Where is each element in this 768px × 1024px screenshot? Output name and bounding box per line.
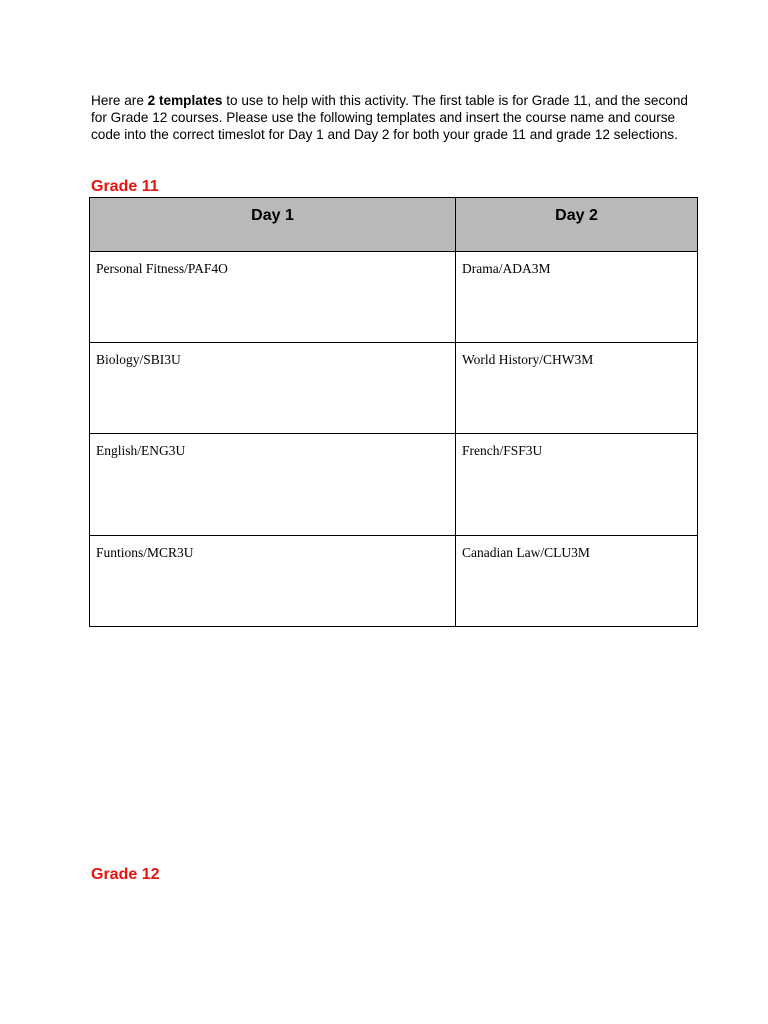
table-row <box>90 536 698 627</box>
table-cell: Biology/SBI3U <box>90 343 456 434</box>
table-cell: Personal Fitness/PAF4O <box>90 252 456 343</box>
column-header-day-2: Day 2 <box>456 198 698 252</box>
column-header-day-1: Day 1 <box>90 198 456 252</box>
table-row <box>90 434 698 536</box>
table-header-row <box>90 198 698 252</box>
intro-text-before: Here are <box>91 93 148 108</box>
intro-bold-text: 2 templates <box>147 93 223 108</box>
grade-11-heading: Grade 11 <box>91 178 159 195</box>
table-cell: Drama/ADA3M <box>456 252 698 343</box>
table-cell: World History/CHW3M <box>456 343 698 434</box>
intro-paragraph <box>91 92 691 143</box>
intro-text-after: to use to help with this activity. The first table is for Grade 11, and the second for Grade 12 courses. Please use the following templates and insert the course name and course code into the correct timeslot for Day 1 and Day 2 for both your grade 11 and grade 12 selections. <box>91 93 688 142</box>
table-cell: English/ENG3U <box>90 434 456 536</box>
table-cell: Funtions/MCR3U <box>90 536 456 627</box>
table-cell: Canadian Law/CLU3M <box>456 536 698 627</box>
grade-11-table <box>89 197 698 627</box>
table-row <box>90 252 698 343</box>
grade-12-heading: Grade 12 <box>91 866 160 883</box>
table-row <box>90 343 698 434</box>
table-cell: French/FSF3U <box>456 434 698 536</box>
